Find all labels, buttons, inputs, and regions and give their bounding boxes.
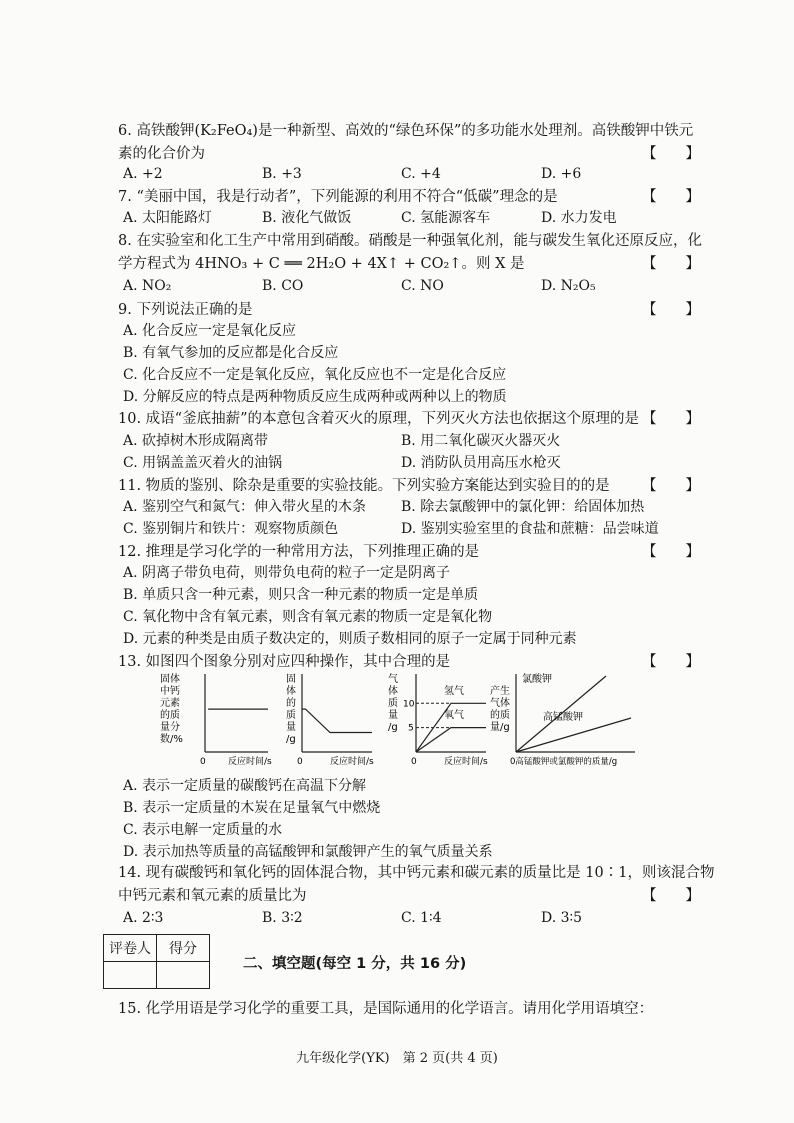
graph-d-ylabel-2: 气体: [490, 698, 510, 709]
q13-option-b[interactable]: B. 表示一定质量的木炭在足量氧气中燃烧: [123, 800, 381, 816]
graph-b-ylabel-5: 量: [286, 722, 296, 733]
graph-d-kmno4-line: [516, 718, 631, 752]
graph-c: [388, 673, 488, 767]
score-table-grader-cell[interactable]: [104, 962, 157, 989]
graph-b-ylabel-4: 质: [286, 710, 296, 721]
graph-b-ylabel-1: 固: [286, 674, 296, 685]
q13-answer-bracket[interactable]: 【 】: [642, 654, 700, 670]
graph-a-ylabel-3: 元素: [160, 698, 180, 709]
q13-option-c[interactable]: C. 表示电解一定质量的水: [123, 822, 283, 838]
graph-b: [286, 673, 374, 767]
q14-answer-bracket[interactable]: 【 】: [642, 888, 700, 904]
q7-option-d[interactable]: D. 水力发电: [541, 210, 617, 226]
q7-option-a[interactable]: A. 太阳能路灯: [123, 210, 213, 226]
q14-option-a[interactable]: A. 2∶3: [123, 910, 164, 926]
q6-option-c[interactable]: C. +4: [401, 166, 441, 182]
q13-option-a[interactable]: A. 表示一定质量的碳酸钙在高温下分解: [123, 778, 367, 794]
q10-stem: 10. 成语“釜底抽薪”的本意包含着灭火的原理，下列灭火方法也依据这个原理的是: [118, 411, 639, 427]
q6-option-b[interactable]: B. +3: [262, 166, 302, 182]
q6-stem-line1: 6. 高铁酸钾(K₂FeO₄)是一种新型、高效的“绿色环保”的多功能水处理剂。高铁酸钾中铁元: [118, 123, 694, 139]
q8-option-b[interactable]: B. CO: [262, 278, 304, 294]
graph-d-label-kclo3: 氯酸钾: [522, 674, 552, 685]
q8-stem-line1: 8. 在实验室和化工生产中常用到硝酸。硝酸是一种强氧化剂，能与碳发生氧化还原反应，化: [118, 233, 702, 249]
graph-a-ylabel-5: 量分: [160, 722, 180, 733]
score-table-score-cell[interactable]: [157, 962, 210, 989]
q8-stem-line2: 学方程式为 4HNO₃ + C ══ 2H₂O + 4X↑ + CO₂↑。则 X 是: [118, 256, 525, 272]
score-table: [103, 934, 210, 989]
graph-b-xlabel: 反应时间/s: [330, 757, 374, 767]
q9-answer-bracket[interactable]: 【 】: [642, 302, 700, 318]
q11-option-b[interactable]: B. 除去氯酸钾中的氯化钾：给固体加热: [401, 499, 645, 515]
q10-option-a[interactable]: A. 砍掉树木形成隔离带: [123, 433, 269, 449]
graph-d-label-kmno4: 高锰酸钾: [543, 712, 583, 723]
q7-stem: 7. “美丽中国，我是行动者”，下列能源的利用不符合“低碳”理念的是: [118, 189, 558, 205]
q14-stem-line1: 14. 现有碳酸钙和氧化钙的固体混合物，其中钙元素和碳元素的质量比是 10∶1，则该混合物: [118, 865, 715, 881]
q7-option-c[interactable]: C. 氢能源客车: [401, 210, 491, 226]
q10-option-d[interactable]: D. 消防队员用高压水枪灭: [401, 455, 561, 471]
q11-stem: 11. 物质的鉴别、除杂是重要的实验技能。下列实验方案能达到实验目的的是: [118, 478, 610, 494]
graph-d: [490, 672, 635, 767]
graph-c-oxygen-line: [416, 728, 486, 752]
q6-stem-line2: 素的化合价为: [118, 146, 205, 162]
graph-c-ylabel-4: 量: [388, 710, 398, 721]
q15-stem: 15. 化学用语是学习化学的重要工具，是国际通用的化学语言。请用化学用语填空：: [118, 1001, 654, 1017]
q14-option-d[interactable]: D. 3∶5: [541, 910, 583, 926]
q12-option-c[interactable]: C. 氧化物中含有氧元素，则含有氧元素的物质一定是氧化物: [123, 609, 493, 625]
graph-d-xlabel: 0高锰酸钾或氯酸钾的质量/g: [510, 757, 618, 767]
graph-d-ylabel-3: 的质: [490, 710, 510, 721]
q6-option-d[interactable]: D. +6: [541, 166, 582, 182]
graph-c-label-hydrogen: 氢气: [444, 686, 464, 697]
graph-b-ylabel-3: 的: [286, 698, 296, 709]
q13-graphs: [160, 672, 660, 772]
q13-stem: 13. 如图四个图象分别对应四种操作，其中合理的是: [118, 654, 451, 670]
graph-c-origin: 0: [411, 757, 417, 767]
q9-stem: 9. 下列说法正确的是: [118, 302, 253, 318]
graph-b-series-line: [302, 709, 372, 732]
q14-option-c[interactable]: C. 1∶4: [401, 910, 442, 926]
graph-c-ylabel-1: 气: [388, 674, 398, 685]
q8-option-a[interactable]: A. NO₂: [123, 278, 172, 294]
q7-answer-bracket[interactable]: 【 】: [642, 189, 700, 205]
graph-a-origin: 0: [200, 757, 206, 767]
q12-option-b[interactable]: B. 单质只含一种元素，则只含一种元素的物质一定是单质: [123, 587, 479, 603]
q8-option-c[interactable]: C. NO: [401, 278, 444, 294]
q11-option-c[interactable]: C. 鉴别铜片和铁片：观察物质颜色: [123, 521, 339, 537]
q10-option-b[interactable]: B. 用二氧化碳灭火器灭火: [401, 433, 561, 449]
q13-figure: [160, 672, 660, 772]
graph-c-tick-5: 5: [408, 723, 414, 734]
graph-b-ylabel-2: 体: [286, 686, 296, 697]
q7-option-b[interactable]: B. 液化气做饭: [262, 210, 352, 226]
graph-c-xlabel: 反应时间/s: [444, 757, 488, 767]
graph-d-ylabel-4: 量/g: [490, 722, 510, 733]
graph-c-ylabel-3: 质: [388, 698, 398, 709]
score-table-score-header: 得分: [157, 935, 210, 962]
graph-a-ylabel-6: 数/%: [160, 734, 183, 745]
graph-b-origin: 0: [297, 757, 303, 767]
q11-option-a[interactable]: A. 鉴别空气和氮气：伸入带火星的木条: [123, 499, 367, 515]
q9-option-d[interactable]: D. 分解反应的特点是两种物质反应生成两种或两种以上的物质: [123, 389, 507, 405]
q12-option-a[interactable]: A. 阴离子带负电荷，则带负电荷的粒子一定是阴离子: [123, 565, 451, 581]
graph-c-tick-10: 10: [403, 699, 415, 710]
graph-d-ylabel-1: 产生: [490, 686, 510, 697]
q8-answer-bracket[interactable]: 【 】: [642, 256, 700, 272]
q9-option-c[interactable]: C. 化合反应不一定是氧化反应，氧化反应也不一定是化合反应: [123, 367, 507, 383]
graph-a-ylabel-2: 中钙: [160, 686, 180, 697]
q6-option-a[interactable]: A. +2: [123, 166, 163, 182]
q10-answer-bracket[interactable]: 【 】: [642, 411, 700, 427]
score-table-grader-header: 评卷人: [104, 935, 157, 962]
graph-c-label-oxygen: 氧气: [444, 710, 464, 721]
graph-a-ylabel-1: 固体: [160, 674, 180, 685]
q12-answer-bracket[interactable]: 【 】: [642, 544, 700, 560]
q14-option-b[interactable]: B. 3∶2: [262, 910, 303, 926]
graph-a-ylabel-4: 的质: [160, 710, 180, 721]
q6-answer-bracket[interactable]: 【 】: [642, 146, 700, 162]
q12-option-d[interactable]: D. 元素的种类是由质子数决定的，则质子数相同的原子一定属于同种元素: [123, 631, 577, 647]
q14-stem-line2: 中钙元素和氧元素的质量比为: [118, 888, 307, 904]
graph-a-xlabel: 反应时间/s: [228, 757, 272, 767]
q12-stem: 12. 推理是学习化学的一种常用方法，下列推理正确的是: [118, 544, 480, 560]
q13-option-d[interactable]: D. 表示加热等质量的高锰酸钾和氯酸钾产生的氧气质量关系: [123, 844, 493, 860]
q11-option-d[interactable]: D. 鉴别实验室里的食盐和蔗糖：品尝味道: [401, 521, 659, 537]
q9-option-b[interactable]: B. 有氧气参加的反应都是化合反应: [123, 345, 339, 361]
q8-option-d[interactable]: D. N₂O₅: [541, 278, 596, 294]
graph-c-ylabel-2: 体: [388, 686, 398, 697]
q9-option-a[interactable]: A. 化合反应一定是氧化反应: [123, 323, 297, 339]
q11-answer-bracket[interactable]: 【 】: [642, 478, 700, 494]
graph-a: [160, 672, 272, 767]
graph-b-ylabel-6: /g: [286, 734, 296, 745]
page-footer: 九年级化学(YK) 第 2 页(共 4 页): [296, 1051, 498, 1066]
graph-c-ylabel-5: /g: [388, 722, 398, 733]
section-2-heading: 二、填空题(每空 1 分，共 16 分): [243, 956, 467, 972]
q10-option-c[interactable]: C. 用锅盖盖灭着火的油锅: [123, 455, 283, 471]
